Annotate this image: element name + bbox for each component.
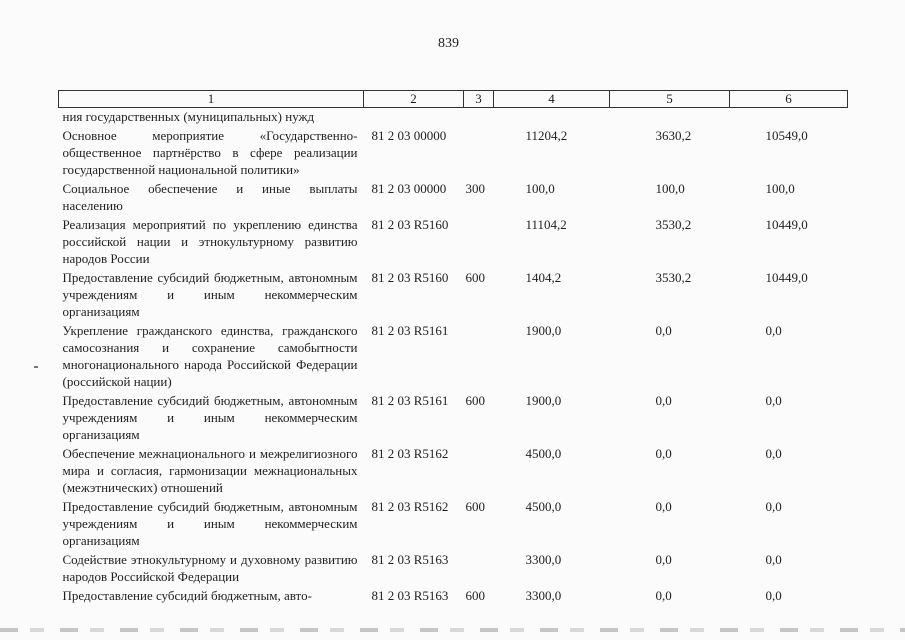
column-header: 6 xyxy=(730,91,848,108)
row-name-cell: Предоставление субсидий бюджетным, автономным учреждениям и иным некоммерческим организациям xyxy=(62,499,358,548)
table-row xyxy=(59,267,848,320)
row-value-col4: 3300,0 xyxy=(525,588,562,603)
row-value-col4: 1900,0 xyxy=(525,323,562,338)
row-value-col6: 100,0 xyxy=(765,181,795,196)
row-value-col5: 0,0 xyxy=(655,323,672,338)
row-value-col6: 0,0 xyxy=(765,446,782,461)
scan-edge-noise xyxy=(0,628,905,632)
row-value-col4 xyxy=(494,108,610,126)
page-number: 839 xyxy=(438,36,459,51)
row-value-col6: 10449,0 xyxy=(765,270,808,285)
table-row xyxy=(59,585,848,604)
row-value-col4: 1404,2 xyxy=(525,270,562,285)
table-row xyxy=(59,390,848,443)
row-value-col5 xyxy=(610,108,730,126)
row-expense-type-cell xyxy=(464,549,494,585)
row-name-cell: Предоставление субсидий бюджетным, автономным учреждениям и иным некоммерческим организациям xyxy=(62,270,358,319)
row-name-cell: Предоставление субсидий бюджетным, автономным учреждениям и иным некоммерческим организациям xyxy=(62,393,358,442)
table-row xyxy=(59,178,848,214)
row-name-cell: Обеспечение межнационального и межрелигиозного мира и согласия, гармонизации межнациональных (межэтнических) отношений xyxy=(62,446,358,495)
row-value-col5: 3630,2 xyxy=(655,128,692,143)
table-row xyxy=(59,214,848,267)
row-value-col6: 10549,0 xyxy=(765,128,808,143)
row-value-col6: 0,0 xyxy=(765,323,782,338)
table-row xyxy=(59,496,848,549)
row-expense-type-cell xyxy=(464,320,494,390)
row-code-cell: 81 2 03 R5160 xyxy=(371,270,449,285)
row-value-col6 xyxy=(730,108,848,126)
column-header: 4 xyxy=(494,91,610,108)
row-value-col5: 0,0 xyxy=(655,446,672,461)
row-name-cell: Содействие этнокультурному и духовному развитию народов Российской Федерации xyxy=(62,552,358,584)
row-value-col6: 0,0 xyxy=(765,499,782,514)
table-header-row xyxy=(59,91,848,108)
row-value-col5: 100,0 xyxy=(655,181,685,196)
row-expense-type-cell xyxy=(464,214,494,267)
column-header: 5 xyxy=(610,91,730,108)
budget-table xyxy=(58,90,848,604)
row-expense-type-cell: 600 xyxy=(465,588,485,603)
row-code-cell: 81 2 03 R5163 xyxy=(371,588,449,603)
row-value-col6: 0,0 xyxy=(765,552,782,567)
row-code-cell: 81 2 03 R5162 xyxy=(371,499,449,514)
row-code-cell: 81 2 03 00000 xyxy=(371,128,447,143)
table-row xyxy=(59,320,848,390)
row-code-cell: 81 2 03 R5160 xyxy=(371,217,449,232)
row-value-col5: 0,0 xyxy=(655,393,672,408)
row-value-col4: 3300,0 xyxy=(525,552,562,567)
row-value-col4: 100,0 xyxy=(525,181,555,196)
row-code-cell: 81 2 03 R5161 xyxy=(371,393,449,408)
row-name-cell: Предоставление субсидий бюджетным, авто- xyxy=(62,588,312,603)
table-row xyxy=(59,125,848,178)
table-row xyxy=(59,549,848,585)
table-row xyxy=(59,443,848,496)
row-expense-type-cell: 600 xyxy=(465,393,485,408)
row-value-col6: 0,0 xyxy=(765,393,782,408)
row-value-col4: 4500,0 xyxy=(525,446,562,461)
row-expense-type-cell xyxy=(464,108,494,126)
row-expense-type-cell: 300 xyxy=(465,181,485,196)
row-expense-type-cell xyxy=(464,443,494,496)
row-code-cell: 81 2 03 00000 xyxy=(371,181,447,196)
row-value-col4: 11204,2 xyxy=(525,128,568,143)
row-value-col4: 1900,0 xyxy=(525,393,562,408)
scan-mark xyxy=(34,366,38,368)
table-row xyxy=(59,108,848,126)
row-value-col5: 0,0 xyxy=(655,499,672,514)
row-value-col5: 0,0 xyxy=(655,552,672,567)
row-name-cell: ния государственных (муниципальных) нужд xyxy=(62,109,315,124)
row-value-col5: 3530,2 xyxy=(655,270,692,285)
row-value-col5: 0,0 xyxy=(655,588,672,603)
row-value-col6: 10449,0 xyxy=(765,217,808,232)
row-expense-type-cell: 600 xyxy=(465,270,485,285)
row-code-cell xyxy=(364,108,464,126)
table-body xyxy=(59,108,848,605)
row-name-cell: Реализация мероприятий по укреплению единства российской нации и этнокультурному развитию народов России xyxy=(62,217,358,266)
row-value-col5: 3530,2 xyxy=(655,217,692,232)
row-expense-type-cell: 600 xyxy=(465,499,485,514)
column-header: 3 xyxy=(464,91,494,108)
row-code-cell: 81 2 03 R5163 xyxy=(371,552,449,567)
row-name-cell: Укрепление гражданского единства, гражданского самосознания и сохранение самобытности многонационального народа Российской Федерации (российской нации) xyxy=(62,323,358,389)
row-code-cell: 81 2 03 R5161 xyxy=(371,323,449,338)
row-code-cell: 81 2 03 R5162 xyxy=(371,446,449,461)
column-header: 2 xyxy=(364,91,464,108)
column-header: 1 xyxy=(59,91,364,108)
row-value-col6: 0,0 xyxy=(765,588,782,603)
row-value-col4: 11104,2 xyxy=(525,217,567,232)
row-name-cell: Социальное обеспечение и иные выплаты населению xyxy=(62,181,358,213)
row-expense-type-cell xyxy=(464,125,494,178)
row-name-cell: Основное мероприятие «Государственно-общественное партнёрство в сфере реализации государственной национальной политики» xyxy=(62,128,358,177)
row-value-col4: 4500,0 xyxy=(525,499,562,514)
